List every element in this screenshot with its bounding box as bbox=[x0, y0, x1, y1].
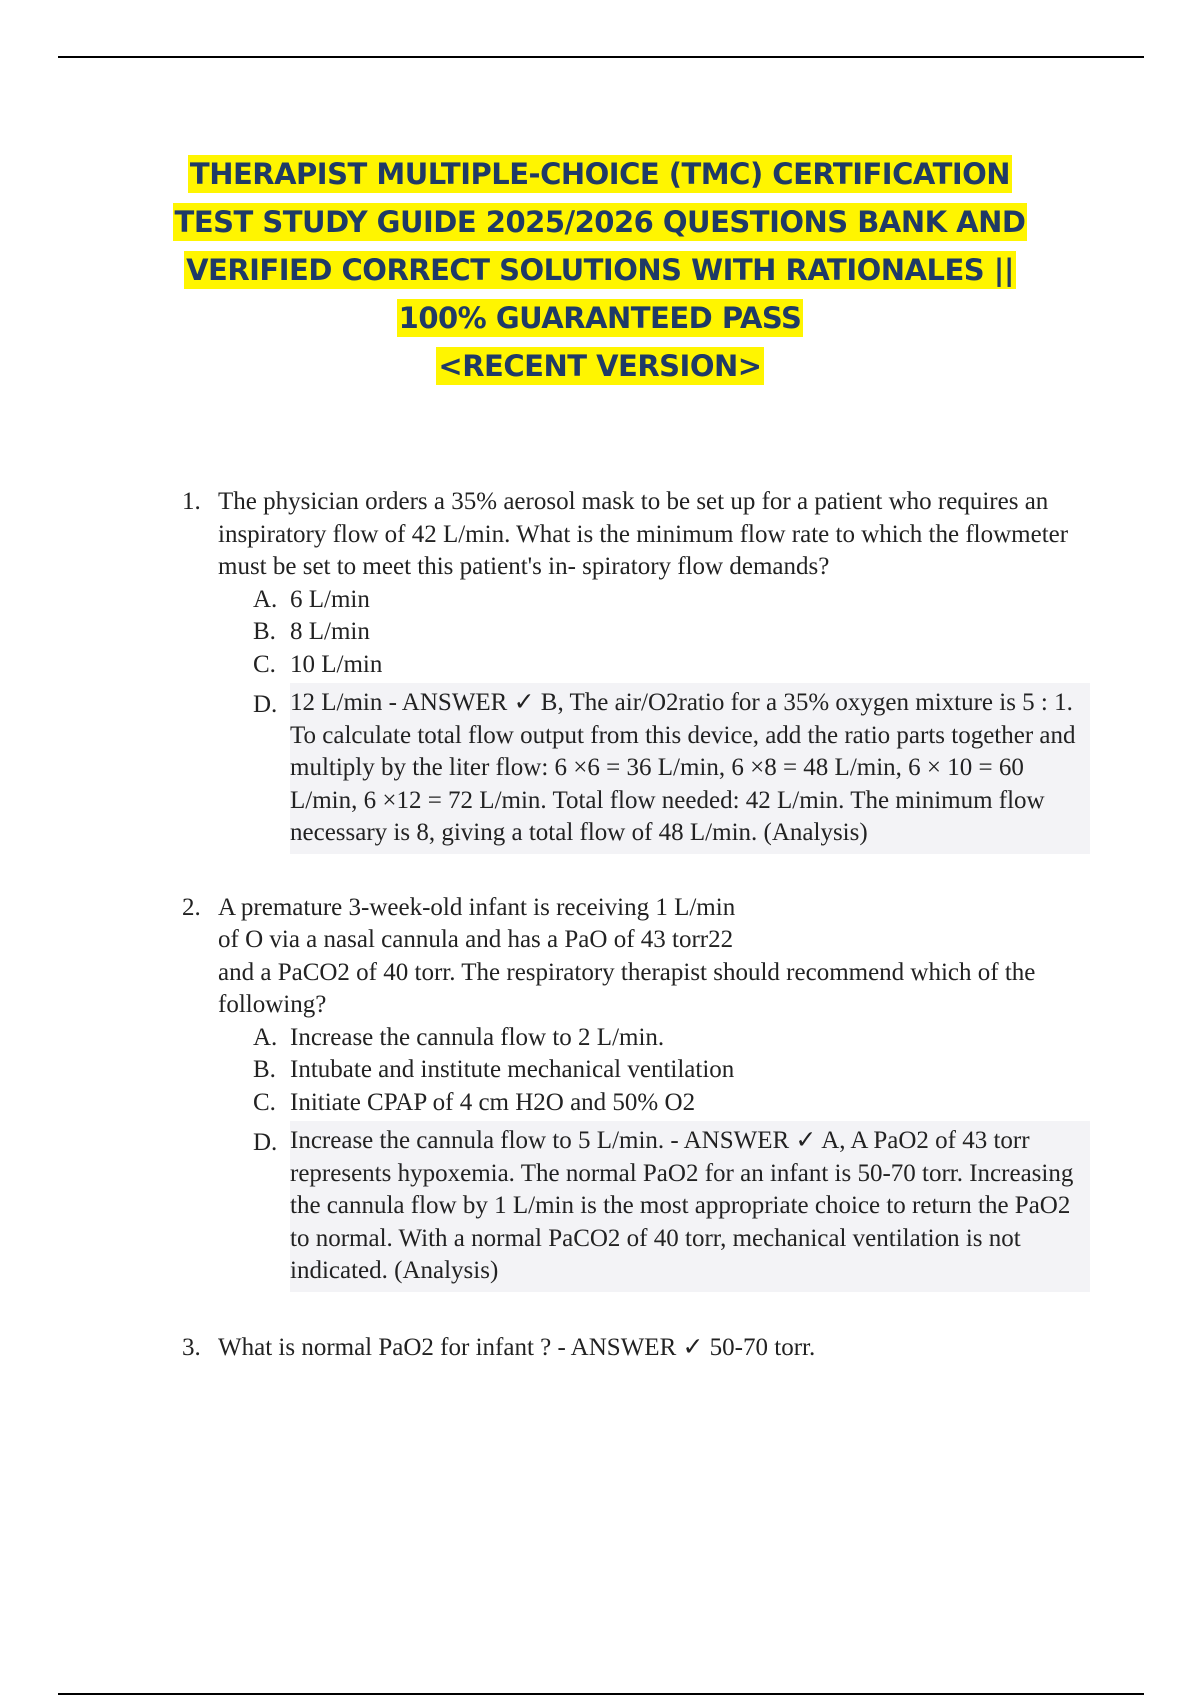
choice-d-with-answer bbox=[253, 683, 1090, 854]
choice-text: 8 L/min bbox=[290, 618, 370, 645]
choice-text: Intubate and institute mechanical ventilation bbox=[290, 1056, 735, 1083]
choice-letter: B. bbox=[253, 1056, 276, 1083]
question-list bbox=[170, 486, 1090, 1404]
choice-letter: B. bbox=[253, 618, 276, 645]
question-text-line: A premature 3-week-old infant is receiving 1 L/min bbox=[218, 893, 736, 921]
choice-c bbox=[253, 649, 1090, 682]
choice-letter: D. bbox=[253, 691, 278, 718]
choice-letter: C. bbox=[253, 1088, 276, 1116]
question-text-line: of O via a nasal cannula and has a PaO of 43 torr22 bbox=[218, 926, 734, 953]
choice-letter: C. bbox=[253, 650, 276, 678]
question-text-line: and a PaCO2 of 40 torr. The respiratory therapist should recommend which of the following? bbox=[218, 958, 1036, 1018]
question-2 bbox=[170, 892, 1090, 1292]
choice-a bbox=[253, 1022, 1090, 1055]
choice-letter: A. bbox=[253, 1023, 278, 1051]
answer-rationale: 12 L/min - ANSWER ✓ B, The air/O2ratio for a 35% oxygen mixture is 5 : 1. To calculate total flow output from this device, add the ratio parts together and multiply by the liter flow: 6 ×6 = 36 L/min, 6 ×8 = 48 L/min, 6 × 10 = 60 L/min, 6 ×12 = 72 L/min. Total flow needed: 42 L/min. The minimum flow necessary is 8, giving a total flow of 48 L/min. (Analysis) bbox=[290, 683, 1090, 854]
choice-text: 10 L/min bbox=[290, 650, 383, 678]
top-rule bbox=[58, 56, 1144, 58]
question-1 bbox=[170, 486, 1090, 854]
question-text: The physician orders a 35% aerosol mask to be set up for a patient who requires an inspiratory flow of 42 L/min. What is the minimum flow rate to which the flowmeter must be set to meet this patient's in- spiratory flow demands? bbox=[218, 488, 1069, 580]
question-3 bbox=[170, 1332, 1090, 1365]
question-number: 2. bbox=[182, 893, 201, 921]
choice-letter: A. bbox=[253, 585, 278, 613]
choice-letter: D. bbox=[253, 1129, 278, 1156]
question-number: 3. bbox=[182, 1333, 201, 1361]
choice-text: Increase the cannula flow to 2 L/min. bbox=[290, 1023, 665, 1051]
title-line-2: TEST STUDY GUIDE 2025/2026 QUESTIONS BANK AND bbox=[174, 205, 1026, 239]
choice-list bbox=[218, 584, 1090, 854]
title-line-4: 100% GUARANTEED PASS bbox=[398, 301, 802, 335]
title-line-3: VERIFIED CORRECT SOLUTIONS WITH RATIONALES || bbox=[186, 253, 1014, 287]
choice-text: 6 L/min bbox=[290, 585, 370, 613]
question-text: What is normal PaO2 for infant ? - ANSWER ✓ 50-70 torr. bbox=[218, 1333, 816, 1361]
question-number: 1. bbox=[182, 488, 201, 515]
choice-b bbox=[253, 616, 1090, 649]
choice-text: Initiate CPAP of 4 cm H2O and 50% O2 bbox=[290, 1088, 696, 1116]
title-line-5: <RECENT VERSION> bbox=[438, 349, 762, 383]
document-title bbox=[60, 150, 1140, 390]
bottom-rule bbox=[58, 1693, 1144, 1695]
choice-a bbox=[253, 584, 1090, 617]
choice-b bbox=[253, 1054, 1090, 1087]
title-line-1: THERAPIST MULTIPLE-CHOICE (TMC) CERTIFICATION bbox=[189, 157, 1011, 191]
choice-list bbox=[218, 1022, 1090, 1292]
choice-c bbox=[253, 1087, 1090, 1120]
choice-d-with-answer bbox=[253, 1121, 1090, 1292]
question-text bbox=[218, 892, 1090, 1022]
answer-rationale: Increase the cannula flow to 5 L/min. - ANSWER ✓ A, A PaO2 of 43 torr represents hypoxemia. The normal PaO2 for an infant is 50-70 torr. Increasing the cannula flow by 1 L/min is the most appropriate choice to return the PaO2 to normal. With a normal PaCO2 of 40 torr, mechanical ventilation is not indicated. (Analysis) bbox=[290, 1121, 1090, 1292]
